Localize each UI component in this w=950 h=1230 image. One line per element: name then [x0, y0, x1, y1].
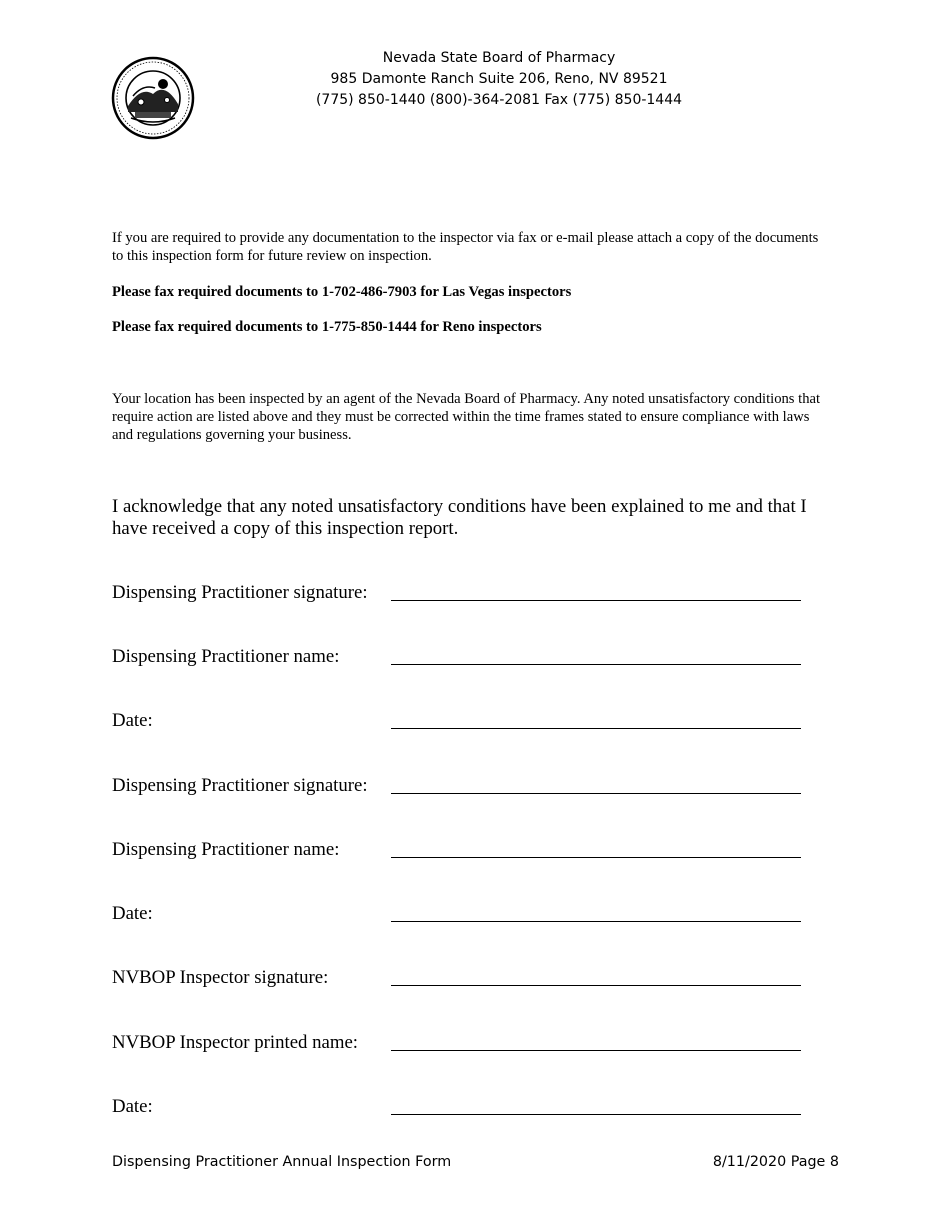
practitioner-signature-field-2 — [112, 774, 812, 798]
signature-line[interactable] — [391, 793, 801, 794]
date-line[interactable] — [391, 728, 801, 729]
inspector-signature-field — [112, 966, 812, 990]
field-label: Date: — [112, 903, 153, 924]
name-line[interactable] — [391, 664, 801, 665]
practitioner-name-field-1 — [112, 645, 812, 669]
date-line[interactable] — [391, 1114, 801, 1115]
field-label: Dispensing Practitioner name: — [112, 646, 340, 667]
practitioner-name-field-2 — [112, 838, 812, 862]
acknowledgement-statement: I acknowledge that any noted unsatisfactory conditions have been explained to me and that I have received a copy of this inspection report. — [112, 496, 807, 539]
name-line[interactable] — [391, 1050, 801, 1051]
organization-phones: (775) 850-1440 (800)-364-2081 Fax (775) 850-1444 — [315, 92, 683, 108]
field-label: Date: — [112, 1096, 153, 1117]
field-label: Dispensing Practitioner name: — [112, 839, 340, 860]
field-label: Date: — [112, 710, 153, 731]
date-field-3 — [112, 1095, 812, 1119]
inspector-printed-name-field — [112, 1031, 812, 1055]
fax-las-vegas-note: Please fax required documents to 1-702-486-7903 for Las Vegas inspectors — [112, 284, 572, 300]
date-field-2 — [112, 902, 812, 926]
organization-address: 985 Damonte Ranch Suite 206, Reno, NV 89521 — [330, 71, 668, 87]
field-label: Dispensing Practitioner signature: — [112, 582, 368, 603]
date-line[interactable] — [391, 921, 801, 922]
field-label: Dispensing Practitioner signature: — [112, 775, 368, 796]
fax-reno-note: Please fax required documents to 1-775-850-1444 for Reno inspectors — [112, 319, 542, 335]
field-label: NVBOP Inspector printed name: — [112, 1032, 359, 1053]
signature-line[interactable] — [391, 600, 801, 601]
state-seal-icon — [111, 56, 195, 140]
date-field-1 — [112, 709, 812, 733]
signature-line[interactable] — [391, 985, 801, 986]
documentation-note: If you are required to provide any documentation to the inspector via fax or e-mail please attach a copy of the documents to this inspection form for future review on inspection. — [112, 230, 819, 264]
letterhead — [250, 48, 748, 111]
footer-form-name: Dispensing Practitioner Annual Inspection Form — [112, 1154, 452, 1170]
name-line[interactable] — [391, 857, 801, 858]
field-label: NVBOP Inspector signature: — [112, 967, 329, 988]
inspection-notice: Your location has been inspected by an agent of the Nevada Board of Pharmacy. Any noted unsatisfactory conditions that require action are listed above and they must be corrected within the time frames stated to ensure compliance with laws and regulations governing your business. — [112, 391, 821, 443]
organization-name: Nevada State Board of Pharmacy — [382, 50, 616, 66]
footer-date-page: 8/11/2020 Page 8 — [712, 1154, 839, 1170]
practitioner-signature-field-1 — [112, 581, 812, 605]
